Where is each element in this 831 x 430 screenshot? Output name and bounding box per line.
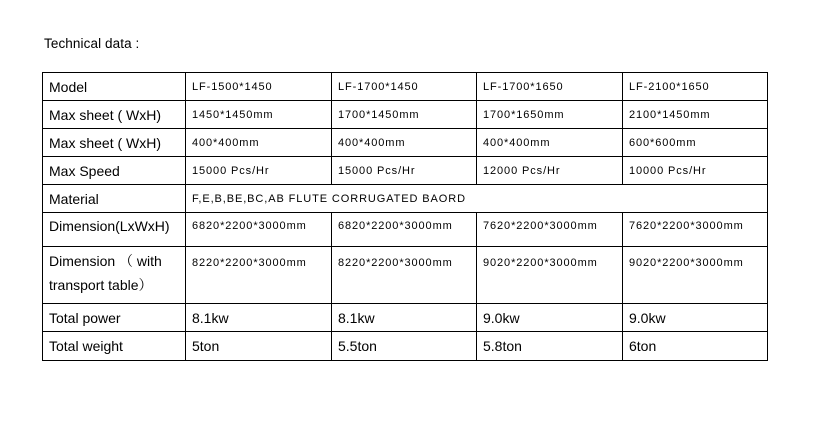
row-total-weight <box>43 332 768 361</box>
row-model <box>43 73 768 101</box>
table-cell: 1450*1450mm <box>186 101 332 129</box>
row-label: Model <box>43 73 186 101</box>
row-label: Total weight <box>43 332 186 361</box>
table-cell: 6ton <box>623 332 768 361</box>
table-cell: LF-2100*1650 <box>623 73 768 101</box>
table-cell: LF-1500*1450 <box>186 73 332 101</box>
table-cell: 2100*1450mm <box>623 101 768 129</box>
row-dimension <box>43 213 768 247</box>
table-cell: 5ton <box>186 332 332 361</box>
row-label: Total power <box>43 304 186 332</box>
table-cell: 5.5ton <box>332 332 477 361</box>
table-cell-merged: F,E,B,BE,BC,AB FLUTE CORRUGATED BAORD <box>186 185 768 213</box>
table-cell: 7620*2200*3000mm <box>623 213 768 247</box>
table-cell: 15000 Pcs/Hr <box>332 157 477 185</box>
table-cell: 400*400mm <box>186 129 332 157</box>
table-cell: 6820*2200*3000mm <box>332 213 477 247</box>
table-cell: LF-1700*1450 <box>332 73 477 101</box>
table-cell: 8220*2200*3000mm <box>186 247 332 304</box>
table-cell: 6820*2200*3000mm <box>186 213 332 247</box>
row-total-power <box>43 304 768 332</box>
row-label: Material <box>43 185 186 213</box>
table-cell: 8220*2200*3000mm <box>332 247 477 304</box>
row-min-sheet <box>43 129 768 157</box>
row-label: Dimension （ with transport table） <box>43 247 186 304</box>
row-dimension-transport <box>43 247 768 304</box>
technical-data-table <box>42 72 768 361</box>
table-cell: 400*400mm <box>477 129 623 157</box>
table-cell: 15000 Pcs/Hr <box>186 157 332 185</box>
table-cell: 9020*2200*3000mm <box>477 247 623 304</box>
table-cell: 8.1kw <box>186 304 332 332</box>
row-label: Max Speed <box>43 157 186 185</box>
row-label: Dimension(LxWxH) <box>43 213 186 247</box>
table-cell: 9020*2200*3000mm <box>623 247 768 304</box>
table-cell: 8.1kw <box>332 304 477 332</box>
table-cell: 1700*1450mm <box>332 101 477 129</box>
row-material <box>43 185 768 213</box>
table-cell: 5.8ton <box>477 332 623 361</box>
table-cell: 600*600mm <box>623 129 768 157</box>
row-max-speed <box>43 157 768 185</box>
table-cell: 400*400mm <box>332 129 477 157</box>
table-cell: 9.0kw <box>623 304 768 332</box>
row-label: Max sheet ( WxH) <box>43 129 186 157</box>
table-cell: 10000 Pcs/Hr <box>623 157 768 185</box>
table-cell: 9.0kw <box>477 304 623 332</box>
table-cell: 1700*1650mm <box>477 101 623 129</box>
row-label: Max sheet ( WxH) <box>43 101 186 129</box>
table-cell: LF-1700*1650 <box>477 73 623 101</box>
document-title: Technical data : <box>44 36 140 51</box>
table-cell: 7620*2200*3000mm <box>477 213 623 247</box>
table-cell: 12000 Pcs/Hr <box>477 157 623 185</box>
row-max-sheet <box>43 101 768 129</box>
